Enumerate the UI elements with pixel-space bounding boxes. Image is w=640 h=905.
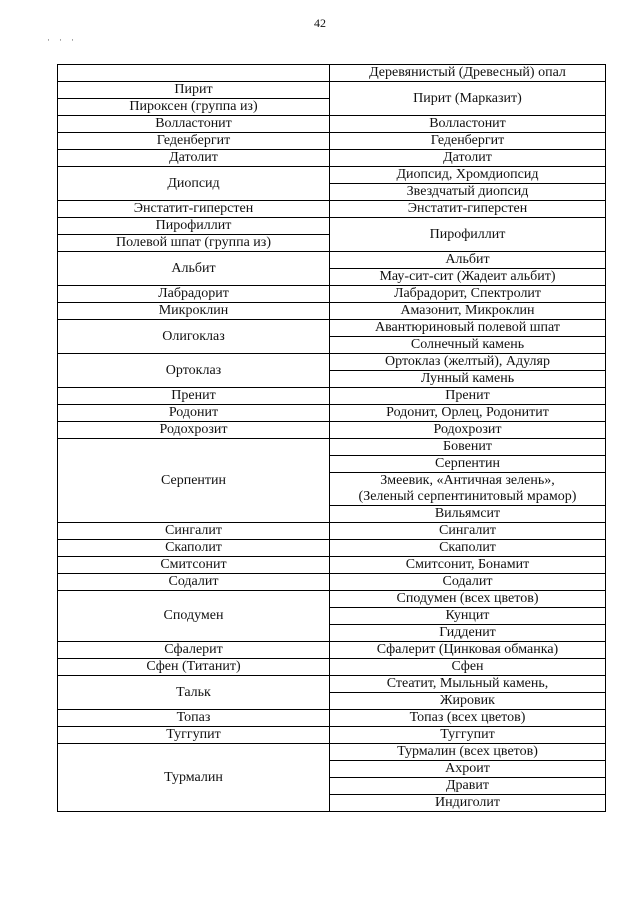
table-row [58, 116, 606, 133]
table-row [58, 354, 606, 371]
mineral-cell: Лабрадорит [58, 286, 330, 303]
mineral-cell: Сфен (Титанит) [58, 659, 330, 676]
mineral-cell: Топаз [58, 710, 330, 727]
variety-cell: Амазонит, Микроклин [330, 303, 606, 320]
variety-cell: Туггупит [330, 727, 606, 744]
mineral-cell: Полевой шпат (группа из) [58, 235, 330, 252]
table-row [58, 439, 606, 456]
variety-cell: Ортоклаз (желтый), Адуляр [330, 354, 606, 371]
mineral-cell: Пирит [58, 82, 330, 99]
variety-cell: Сподумен (всех цветов) [330, 591, 606, 608]
variety-cell: Вильямсит [330, 506, 606, 523]
mineral-cell: Сфалерит [58, 642, 330, 659]
variety-cell: Жировик [330, 693, 606, 710]
variety-cell: Топаз (всех цветов) [330, 710, 606, 727]
mineral-cell: Турмалин [58, 744, 330, 812]
mineral-cell: Микроклин [58, 303, 330, 320]
table-row [58, 710, 606, 727]
mineral-cell: Сподумен [58, 591, 330, 642]
mineral-cell: Волластонит [58, 116, 330, 133]
table-row [58, 167, 606, 184]
scan-artifact-dot: · [71, 35, 74, 45]
variety-cell: Сфалерит (Цинковая обманка) [330, 642, 606, 659]
table-row [58, 150, 606, 167]
variety-cell: Волластонит [330, 116, 606, 133]
variety-cell: Датолит [330, 150, 606, 167]
variety-cell: Лабрадорит, Спектролит [330, 286, 606, 303]
mineral-cell: Пирофиллит [58, 218, 330, 235]
mineral-cell: Родохрозит [58, 422, 330, 439]
variety-cell: Авантюриновый полевой шпат [330, 320, 606, 337]
mineral-cell: Содалит [58, 574, 330, 591]
mineral-cell: Энстатит-гиперстен [58, 201, 330, 218]
variety-cell: Пренит [330, 388, 606, 405]
variety-cell: Бовенит [330, 439, 606, 456]
variety-cell: Смитсонит, Бонамит [330, 557, 606, 574]
mineral-cell: Геденбергит [58, 133, 330, 150]
variety-cell: Турмалин (всех цветов) [330, 744, 606, 761]
variety-cell: Дравит [330, 778, 606, 795]
mineral-cell: Олигоклаз [58, 320, 330, 354]
variety-cell: Родохрозит [330, 422, 606, 439]
variety-cell: Змеевик, «Античная зелень», [330, 473, 606, 490]
table-row [58, 659, 606, 676]
table-row [58, 286, 606, 303]
table-row [58, 65, 606, 82]
variety-cell: Солнечный камень [330, 337, 606, 354]
variety-cell: Энстатит-гиперстен [330, 201, 606, 218]
mineral-cell: Диопсид [58, 167, 330, 201]
variety-cell: Скаполит [330, 540, 606, 557]
table-row [58, 320, 606, 337]
table-row [58, 388, 606, 405]
variety-cell: Кунцит [330, 608, 606, 625]
variety-cell: Деревянистый (Древесный) опал [330, 65, 606, 82]
table-row [58, 303, 606, 320]
table-row [58, 727, 606, 744]
table-row [58, 405, 606, 422]
variety-cell: Гидденит [330, 625, 606, 642]
table-row [58, 642, 606, 659]
table-row [58, 591, 606, 608]
mineral-cell: Пренит [58, 388, 330, 405]
table-row [58, 540, 606, 557]
table-row [58, 133, 606, 150]
variety-cell: Альбит [330, 252, 606, 269]
variety-cell: Родонит, Орлец, Родонитит [330, 405, 606, 422]
table-row [58, 557, 606, 574]
table-row [58, 744, 606, 761]
mineral-cell: Ортоклаз [58, 354, 330, 388]
mineral-cell: Туггупит [58, 727, 330, 744]
scan-artifact-dot: · [47, 35, 50, 45]
mineral-cell: Сингалит [58, 523, 330, 540]
page-number: 42 [314, 16, 326, 30]
variety-cell: Содалит [330, 574, 606, 591]
table-row [58, 676, 606, 693]
mineral-cell: Пироксен (группа из) [58, 99, 330, 116]
variety-cell: Мау-сит-сит (Жадеит альбит) [330, 269, 606, 286]
table-row [58, 252, 606, 269]
table-row [58, 82, 606, 99]
scan-artifact-dot: · [59, 35, 62, 45]
mineral-cell: Альбит [58, 252, 330, 286]
variety-cell: Пирофиллит [330, 218, 606, 252]
mineral-cell: Серпентин [58, 439, 330, 523]
variety-cell: Диопсид, Хромдиопсид [330, 167, 606, 184]
variety-cell: Сингалит [330, 523, 606, 540]
variety-cell: Индиголит [330, 795, 606, 812]
variety-cell: Лунный камень [330, 371, 606, 388]
variety-cell: Серпентин [330, 456, 606, 473]
table-row [58, 201, 606, 218]
variety-cell: Сфен [330, 659, 606, 676]
table-row [58, 422, 606, 439]
table-row [58, 574, 606, 591]
variety-cell: Ахроит [330, 761, 606, 778]
variety-cell: Пирит (Марказит) [330, 82, 606, 116]
mineral-cell: Родонит [58, 405, 330, 422]
table-row [58, 523, 606, 540]
mineral-cell: Тальк [58, 676, 330, 710]
mineral-cell: Скаполит [58, 540, 330, 557]
mineral-cell [58, 65, 330, 82]
mineral-table [57, 64, 606, 812]
mineral-cell: Датолит [58, 150, 330, 167]
variety-cell: Геденбергит [330, 133, 606, 150]
mineral-cell: Смитсонит [58, 557, 330, 574]
variety-cell: (Зеленый серпентинитовый мрамор) [330, 489, 606, 506]
variety-cell: Стеатит, Мыльный камень, [330, 676, 606, 693]
table-row [58, 218, 606, 235]
variety-cell: Звездчатый диопсид [330, 184, 606, 201]
